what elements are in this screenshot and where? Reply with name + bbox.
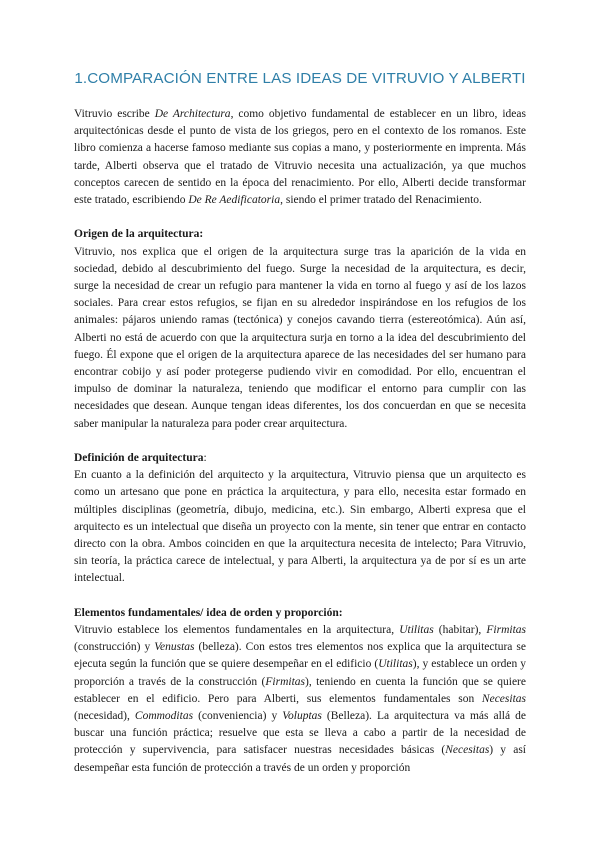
elementos-text: (construcción) y — [74, 641, 155, 654]
intro-text: , siendo el primer tratado del Renacimiento. — [280, 194, 482, 207]
elementos-text: (Belleza). La arquitectura va más allá de buscar una función práctica; resuelve que esta se lleva a cabo a partir de la necesidad de protección y supervivencia, para satisfacer nuestras necesidades básicas ( — [74, 710, 526, 757]
section-heading-elementos: Elementos fundamentales/ idea de orden y proporción: — [74, 606, 343, 619]
term-utilitas: Utilitas — [378, 658, 413, 671]
term-venustas: Venustas — [154, 641, 195, 654]
intro-paragraph — [74, 106, 526, 209]
intro-text: Vitruvio escribe — [74, 108, 155, 120]
intro-text: , como objetivo fundamental de establecer en un libro, ideas arquitectónicas desde el punto de vista de los griegos, pero en el contexto de los romanos. Este libro comienza a hacerse famoso mediante sus copias a mano, y posteriormente en imprenta. Más tarde, Alberti observa que el tratado de Vitruvio necesita una actualización, ya que muchos conceptos carecen de sentido en la época del renacimiento. Por ello, Alberti decide transformar este tratado, escribiendo — [74, 108, 526, 207]
document-body — [74, 106, 526, 777]
heading-colon: : — [203, 452, 207, 465]
term-necesitas: Necesitas — [445, 744, 490, 757]
elementos-text: (conveniencia) y — [193, 710, 283, 723]
heading-text: Definición de arquitectura — [74, 452, 204, 465]
term-commoditas: Commoditas — [134, 710, 194, 723]
section-heading-origen: Origen de la arquitectura: — [74, 228, 204, 241]
elementos-text: ), y establece un orden y proporción a través de la construcción ( — [74, 658, 526, 688]
elementos-paragraph — [74, 622, 526, 777]
elementos-text: ), teniendo en cuenta la función que se quiere establecer en el edificio. Pero para Alberti, sus elementos fundamentales son — [74, 675, 526, 705]
book-title-de-re-aedificatoria: De Re Aedificatoria — [188, 194, 281, 207]
elementos-text: (habitar), — [433, 624, 487, 637]
elementos-text: ) y así desempeñar esta función de protección a través de un orden y proporción — [74, 744, 526, 774]
page-title: 1.COMPARACIÓN ENTRE LAS IDEAS DE VITRUVIO Y ALBERTI — [74, 70, 526, 87]
origen-paragraph: Vitruvio, nos explica que el origen de la arquitectura surge tras la aparición de la vida en sociedad, debido al descubrimiento del fuego. Surge la necesidad de la arquitectura, es decir, surge la necesidad de crear un refugio para mantener la vida en torno al fuego y así de los lazos sociales. Para crear estos refugios, se fijan en su alrededor inspirándose en los refugios de los animales: pájaros uniendo ramas (tectónica) y conejos cavando tierra (estereotómica). Aún así, Alberti no está de acuerdo con que la arquitectura surja en torno a la idea del descubrimiento del fuego. Él expone que el origen de la arquitectura aparece de las necesidades del ser humano para encontrar cobijo y así poder protegerse pudiendo vivir en comodidad. Por ello, encuentran el impulso de dominar la naturaleza, teniendo que modificar el entorno para cumplir con las necesidades que desean. Aunque tengan ideas diferentes, los dos concuerdan en que se necesita saber manipular la naturaleza para poder crear arquitectura. — [74, 245, 526, 430]
book-title-de-architectura: De Architectura — [154, 108, 231, 120]
elementos-text: Vitruvio establece los elementos fundamentales en la arquitectura, — [74, 624, 400, 637]
section-heading-definicion — [74, 450, 526, 467]
elementos-text: (necesidad), — [74, 710, 135, 723]
term-utilitas: Utilitas — [399, 624, 434, 637]
term-firmitas: Firmitas — [265, 675, 305, 688]
term-voluptas: Voluptas — [282, 710, 322, 723]
term-necesitas: Necesitas — [481, 692, 526, 705]
definicion-paragraph: En cuanto a la definición del arquitecto y la arquitectura, Vitruvio piensa que un arquitecto es como un artesano que pone en práctica la arquitectura, y para ello, necesita estar formado en múltiples disciplinas (geometría, dibujo, medicina, etc.). Sin embargo, Alberti expresa que el arquitecto es un intelectual que diseña un proyecto con la mente, sin tener que entrar en contacto directo con la obra. Ambos coinciden en que la arquitectura necesita de intelecto; Para Vitruvio, sin teoría, la práctica carece de intelectual, y para Alberti, la arquitectura ya de por sí es un arte intelectual. — [74, 469, 526, 585]
term-firmitas: Firmitas — [486, 624, 526, 637]
elementos-text: (belleza). Con estos tres elementos nos explica que la arquitectura se ejecuta según la función que se quiere desempeñar en el edificio ( — [74, 641, 526, 671]
